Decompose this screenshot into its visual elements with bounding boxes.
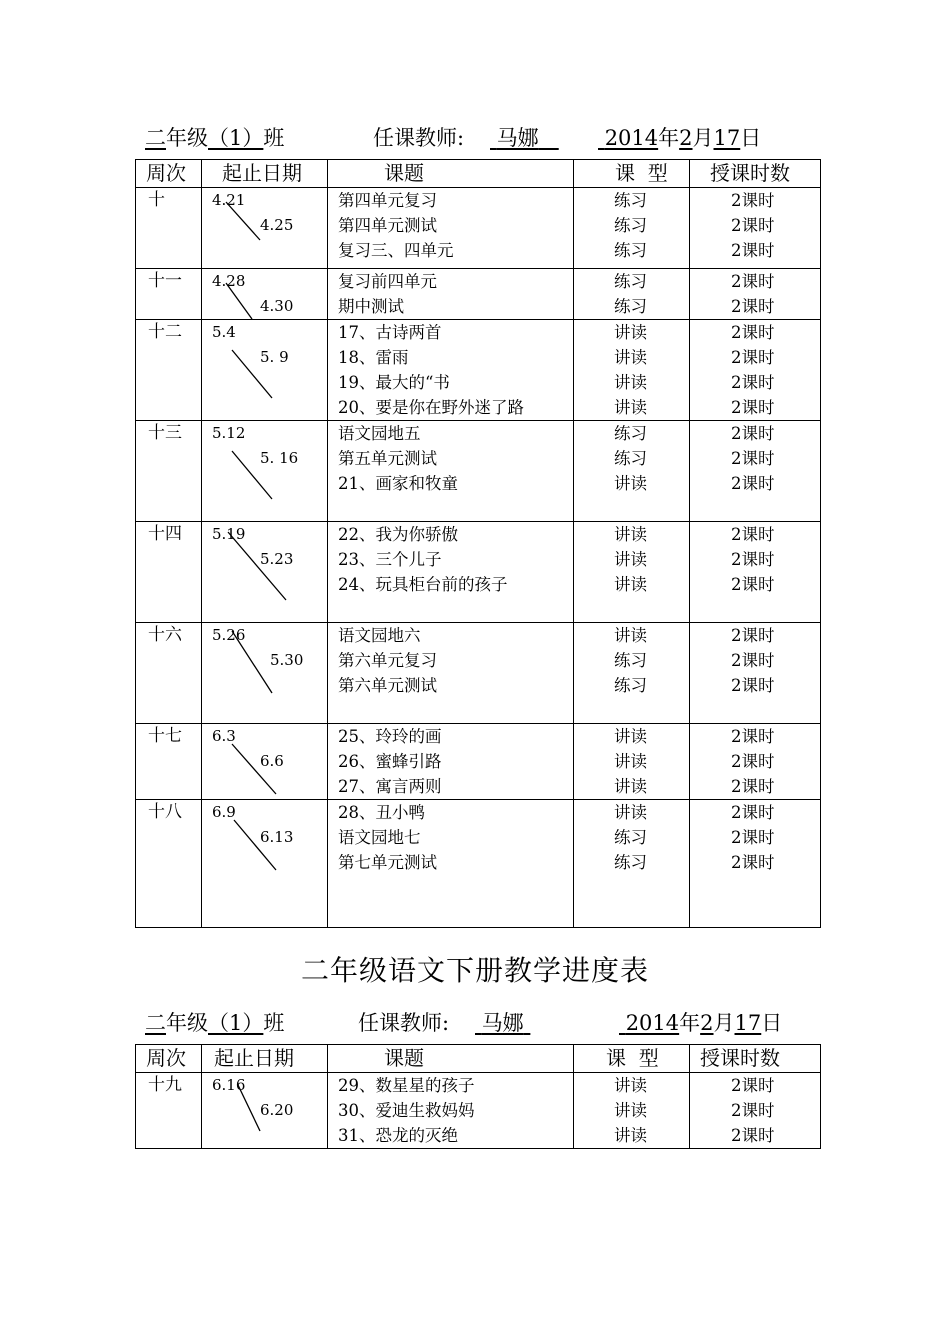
table-row [136, 522, 821, 623]
date-day-unit: 日 [740, 126, 762, 150]
lesson-type: 练习 [614, 297, 647, 316]
date-range-cell [202, 421, 328, 522]
col-header-hours: 授课时数 [690, 160, 821, 188]
class-hours: 2课时 [731, 297, 775, 316]
date-year-text: 2014 [625, 1011, 680, 1035]
teacher-name-text: 马娜 [496, 126, 539, 150]
class-hours-cell [690, 724, 821, 800]
topic: 21、画家和牧童 [338, 474, 458, 493]
topic-cell [328, 800, 574, 928]
class-word: 班 [263, 126, 285, 150]
topic: 23、三个儿子 [338, 550, 442, 569]
col-header-topic: 课题 [328, 160, 574, 188]
date-range-cell [202, 522, 328, 623]
class-hours: 2课时 [731, 373, 775, 392]
date-range-cell [202, 188, 328, 269]
week-cell: 十三 [136, 421, 202, 522]
date-day: 17 [734, 1011, 762, 1035]
class-hours: 2课时 [731, 241, 775, 260]
table-row [136, 1073, 821, 1149]
week-cell: 十一 [136, 269, 202, 320]
class-hours: 2课时 [731, 803, 775, 822]
date-range-cell [202, 1073, 328, 1149]
lesson-type-cell [574, 623, 690, 724]
date-day: 17 [713, 126, 741, 150]
class-hours: 2课时 [731, 424, 775, 443]
topic-cell [328, 623, 574, 724]
lesson-type-cell [574, 1073, 690, 1149]
col-header-week: 周次 [136, 1045, 202, 1073]
col-header-week: 周次 [136, 160, 202, 188]
topic: 30、爱迪生救妈妈 [338, 1101, 475, 1120]
topic: 26、蜜蜂引路 [338, 752, 442, 771]
topic: 18、雷雨 [338, 348, 409, 367]
lesson-type-cell [574, 724, 690, 800]
topic-cell [328, 320, 574, 421]
lesson-type-cell [574, 800, 690, 928]
start-date: 5.19 [212, 525, 246, 543]
class-hours: 2课时 [731, 398, 775, 417]
class-hours-cell [690, 623, 821, 724]
end-date: 5. 16 [260, 449, 299, 467]
week-cell: 十二 [136, 320, 202, 421]
lesson-type: 讲读 [614, 550, 647, 569]
document-title: 二年级语文下册教学进度表 [300, 954, 649, 987]
lesson-type: 讲读 [614, 777, 647, 796]
date-month: 2 [679, 126, 693, 150]
lesson-type: 讲读 [614, 474, 647, 493]
topic: 第六单元测试 [338, 676, 437, 695]
lesson-type: 讲读 [614, 348, 647, 367]
week-cell: 十六 [136, 623, 202, 724]
week-cell: 十七 [136, 724, 202, 800]
lesson-type: 讲读 [614, 323, 647, 342]
teacher-label: 任课教师: [373, 126, 465, 150]
class-hours: 2课时 [731, 449, 775, 468]
class-hours: 2课时 [731, 525, 775, 544]
class-hours: 2课时 [731, 853, 775, 872]
class-hours: 2课时 [731, 626, 775, 645]
class-hours-cell [690, 522, 821, 623]
class-label [145, 1008, 284, 1038]
class-hours: 2课时 [731, 727, 775, 746]
date-label [619, 1008, 782, 1038]
table-row [136, 421, 821, 522]
topic: 19、最大的“书 [338, 373, 450, 392]
class-hours: 2课时 [731, 777, 775, 796]
topic: 29、数星星的孩子 [338, 1076, 475, 1095]
class-hours-cell [690, 320, 821, 421]
topic: 第七单元测试 [338, 853, 437, 872]
end-date: 5.30 [270, 651, 304, 669]
class-hours: 2课时 [731, 1101, 775, 1120]
lesson-type-cell [574, 320, 690, 421]
lesson-type-cell [574, 269, 690, 320]
week-cell: 十四 [136, 522, 202, 623]
end-date: 4.30 [260, 297, 294, 315]
lesson-type: 讲读 [614, 1126, 647, 1145]
date-year-unit: 年 [658, 126, 680, 150]
class-hours: 2课时 [731, 1076, 775, 1095]
lesson-type: 讲读 [614, 752, 647, 771]
teacher-name-text: 马娜 [481, 1011, 524, 1035]
topic: 25、玲玲的画 [338, 727, 442, 746]
start-date: 5.4 [212, 323, 236, 341]
topic-cell [328, 724, 574, 800]
topic-cell [328, 1073, 574, 1149]
class-hours: 2课时 [731, 828, 775, 847]
lesson-type-cell [574, 522, 690, 623]
class-grade-suffix: 年级 [166, 126, 208, 150]
col-header-type: 课 型 [574, 1045, 690, 1073]
topic: 31、恐龙的灭绝 [338, 1126, 458, 1145]
topic: 复习三、四单元 [338, 241, 454, 260]
lesson-type: 讲读 [614, 803, 647, 822]
lesson-type: 讲读 [614, 1076, 647, 1095]
class-hours-cell [690, 421, 821, 522]
lesson-type: 讲读 [614, 727, 647, 746]
date-label [598, 123, 761, 153]
lesson-type: 练习 [614, 272, 647, 291]
end-date: 6.20 [260, 1101, 294, 1119]
table-row [136, 724, 821, 800]
table-row [136, 623, 821, 724]
topic: 20、要是你在野外迷了路 [338, 398, 524, 417]
date-range-cell [202, 269, 328, 320]
class-grade-suffix: 年级 [166, 1011, 208, 1035]
col-header-dates: 起止日期 [202, 1045, 328, 1073]
class-label [145, 123, 284, 153]
class-hours: 2课时 [731, 575, 775, 594]
col-header-dates: 起止日期 [202, 160, 328, 188]
topic: 语文园地六 [338, 626, 421, 645]
start-date: 6.16 [212, 1076, 246, 1094]
date-month: 2 [700, 1011, 714, 1035]
topic: 17、古诗两首 [338, 323, 442, 342]
lesson-type: 练习 [614, 191, 647, 210]
end-date: 6.6 [260, 752, 284, 770]
table-row [136, 320, 821, 421]
schedule-table-2 [135, 1044, 821, 1149]
class-hours: 2课时 [731, 272, 775, 291]
topic: 第四单元测试 [338, 216, 437, 235]
class-hours-cell [690, 269, 821, 320]
teacher-name [475, 1008, 530, 1038]
class-hours: 2课时 [731, 323, 775, 342]
start-date: 6.9 [212, 803, 236, 821]
class-hours: 2课时 [731, 1126, 775, 1145]
class-hours-cell [690, 800, 821, 928]
end-date: 5. 9 [260, 348, 289, 366]
class-hours: 2课时 [731, 216, 775, 235]
start-date: 4.21 [212, 191, 246, 209]
lesson-type: 讲读 [614, 1101, 647, 1120]
class-hours: 2课时 [731, 651, 775, 670]
date-year-unit: 年 [679, 1011, 701, 1035]
topic: 第五单元测试 [338, 449, 437, 468]
start-date: 4.28 [212, 272, 246, 290]
topic-cell [328, 188, 574, 269]
class-word: 班 [263, 1011, 285, 1035]
class-hours-cell [690, 1073, 821, 1149]
topic: 28、丑小鸭 [338, 803, 425, 822]
col-header-type: 课 型 [574, 160, 690, 188]
end-date: 6.13 [260, 828, 294, 846]
topic-cell [328, 522, 574, 623]
class-hours: 2课时 [731, 676, 775, 695]
class-grade-prefix: 二 [145, 126, 166, 150]
date-range-cell [202, 800, 328, 928]
lesson-type-cell [574, 421, 690, 522]
date-day-unit: 日 [761, 1011, 783, 1035]
topic: 第四单元复习 [338, 191, 437, 210]
start-date: 5.26 [212, 626, 246, 644]
date-range-cell [202, 623, 328, 724]
table-header-row [136, 160, 821, 188]
date-range-cell [202, 320, 328, 421]
table-row [136, 800, 821, 928]
start-date: 6.3 [212, 727, 236, 745]
date-month-unit: 月 [713, 1011, 735, 1035]
class-number: （1） [208, 1011, 264, 1035]
lesson-type: 讲读 [614, 525, 647, 544]
week-cell: 十 [136, 188, 202, 269]
table-row [136, 188, 821, 269]
date-year [619, 1011, 679, 1035]
date-month-unit: 月 [692, 126, 714, 150]
schedule-table-1 [135, 159, 821, 928]
week-cell: 十九 [136, 1073, 202, 1149]
lesson-type: 练习 [614, 676, 647, 695]
date-year-text: 2014 [604, 126, 659, 150]
lesson-type: 讲读 [614, 373, 647, 392]
class-hours: 2课时 [731, 752, 775, 771]
topic: 复习前四单元 [338, 272, 437, 291]
teacher-label: 任课教师: [358, 1011, 450, 1035]
lesson-type: 练习 [614, 449, 647, 468]
date-range-cell [202, 724, 328, 800]
class-grade-prefix: 二 [145, 1011, 166, 1035]
class-hours-cell [690, 188, 821, 269]
topic: 期中测试 [338, 297, 404, 316]
lesson-type: 练习 [614, 828, 647, 847]
week-cell: 十八 [136, 800, 202, 928]
class-hours: 2课时 [731, 550, 775, 569]
lesson-type: 讲读 [614, 575, 647, 594]
table-row [136, 269, 821, 320]
lesson-type: 练习 [614, 424, 647, 443]
teacher-name [490, 123, 559, 153]
topic: 第六单元复习 [338, 651, 437, 670]
class-hours: 2课时 [731, 348, 775, 367]
end-date: 5.23 [260, 550, 294, 568]
topic: 语文园地五 [338, 424, 421, 443]
lesson-type-cell [574, 188, 690, 269]
table-header-row [136, 1045, 821, 1073]
end-date: 4.25 [260, 216, 294, 234]
class-number: （1） [208, 126, 264, 150]
date-year [598, 126, 658, 150]
lesson-type: 讲读 [614, 626, 647, 645]
lesson-type: 练习 [614, 853, 647, 872]
class-hours: 2课时 [731, 474, 775, 493]
lesson-type: 练习 [614, 216, 647, 235]
topic: 语文园地七 [338, 828, 421, 847]
class-hours: 2课时 [731, 191, 775, 210]
topic: 22、我为你骄傲 [338, 525, 458, 544]
topic: 24、玩具柜台前的孩子 [338, 575, 508, 594]
lesson-type: 讲读 [614, 398, 647, 417]
col-header-hours: 授课时数 [690, 1045, 821, 1073]
topic-cell [328, 421, 574, 522]
lesson-type: 练习 [614, 651, 647, 670]
start-date: 5.12 [212, 424, 246, 442]
topic: 27、寓言两则 [338, 777, 442, 796]
col-header-topic: 课题 [328, 1045, 574, 1073]
lesson-type: 练习 [614, 241, 647, 260]
topic-cell [328, 269, 574, 320]
